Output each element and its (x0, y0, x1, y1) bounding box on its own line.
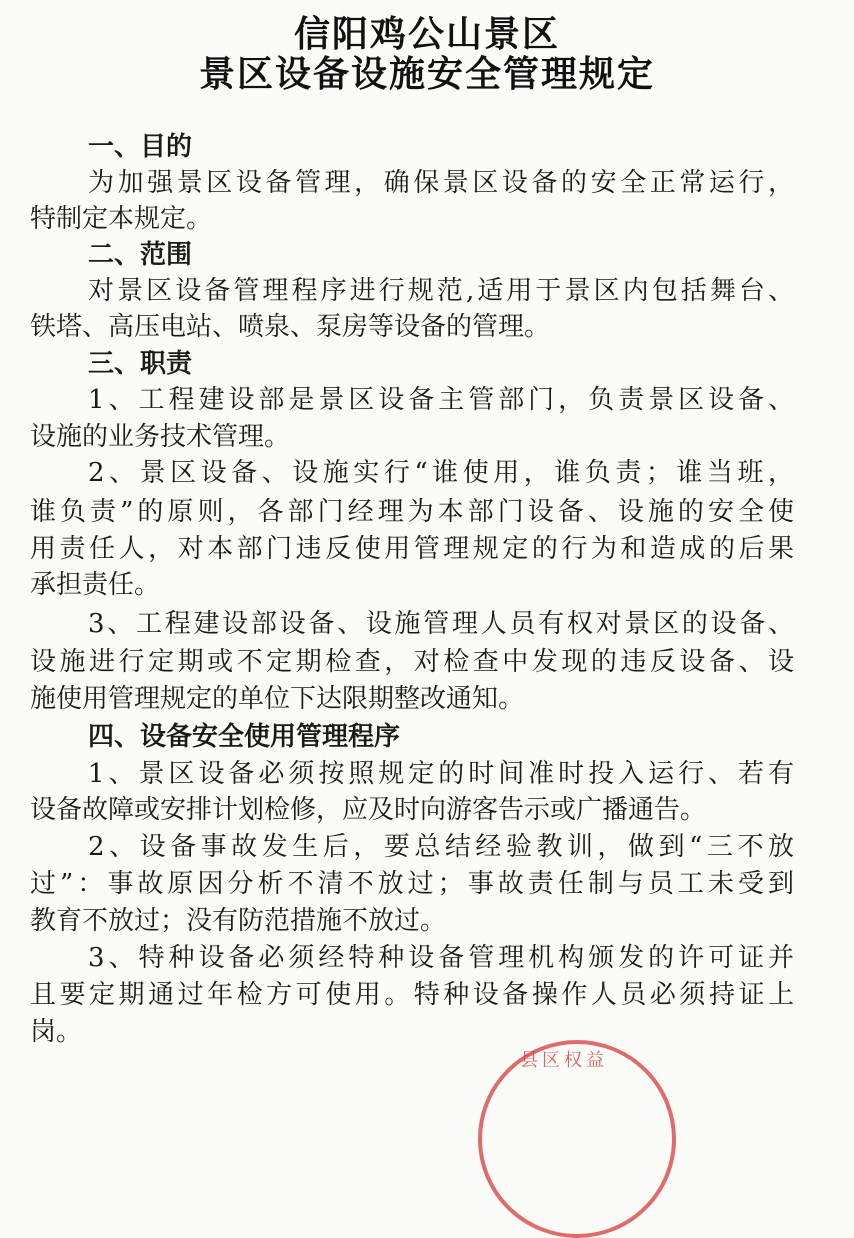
paragraph-line: 用责任人，对本部门违反使用管理规定的行为和造成的后果 (30, 534, 794, 564)
paragraph-line: 特制定本规定。 (30, 204, 213, 234)
paragraph-line: 2、设备事故发生后，要总结经验教训，做到“三不放 (88, 832, 794, 862)
document-subtitle: 景区设备设施安全管理规定 (198, 54, 655, 95)
section-heading-duties: 三、职责 (88, 349, 193, 379)
paragraph-line: 3、工程建设部设备、设施管理人员有权对景区的设备、 (88, 609, 794, 639)
document-title: 信阳鸡公山景区 (293, 14, 560, 55)
paragraph-line: 且要定期通过年检方可使用。特种设备操作人员必须持证上 (30, 980, 794, 1010)
paragraph-line: 铁塔、高压电站、喷泉、泵房等设备的管理。 (30, 312, 551, 342)
paragraph-line: 3、特种设备必须经特种设备管理机构颁发的许可证并 (88, 943, 794, 973)
paragraph-line: 对景区设备管理程序进行规范,适用于景区内包括舞台、 (88, 276, 794, 306)
paragraph-line: 为加强景区设备管理，确保景区设备的安全正常运行， (88, 168, 794, 198)
paragraph-line: 设备故障或安排计划检修，应及时向游客告示或广播通告。 (30, 795, 707, 825)
paragraph-line: 1、景区设备必须按照规定的时间准时投入运行、若有 (88, 759, 794, 789)
paragraph-line: 过”：事故原因分析不清不放过；事故责任制与员工未受到 (30, 869, 794, 899)
section-heading-scope: 二、范围 (88, 240, 193, 270)
paragraph-line: 教育不放过；没有防范措施不放过。 (30, 906, 447, 936)
paragraph-line: 1、工程建设部是景区设备主管部门，负责景区设备、 (88, 385, 794, 415)
paragraph-line: 2、景区设备、设施实行“谁使用，谁负责；谁当班， (88, 458, 794, 488)
seal-text: 县区权益 (520, 1050, 608, 1071)
section-heading-procedure: 四、设备安全使用管理程序 (88, 722, 401, 752)
section-heading-purpose: 一、目的 (88, 132, 193, 162)
paragraph-line: 承担责任。 (30, 570, 161, 600)
paragraph-line: 设施进行定期或不定期检查，对检查中发现的违反设备、设 (30, 647, 794, 677)
paragraph-line: 设施的业务技术管理。 (30, 422, 291, 452)
paragraph-line: 谁负责”的原则，各部门经理为本部门设备、设施的安全使 (30, 497, 794, 527)
paragraph-line: 施使用管理规定的单位下达限期整改通知。 (30, 684, 525, 714)
paragraph-line: 岗。 (30, 1017, 83, 1047)
